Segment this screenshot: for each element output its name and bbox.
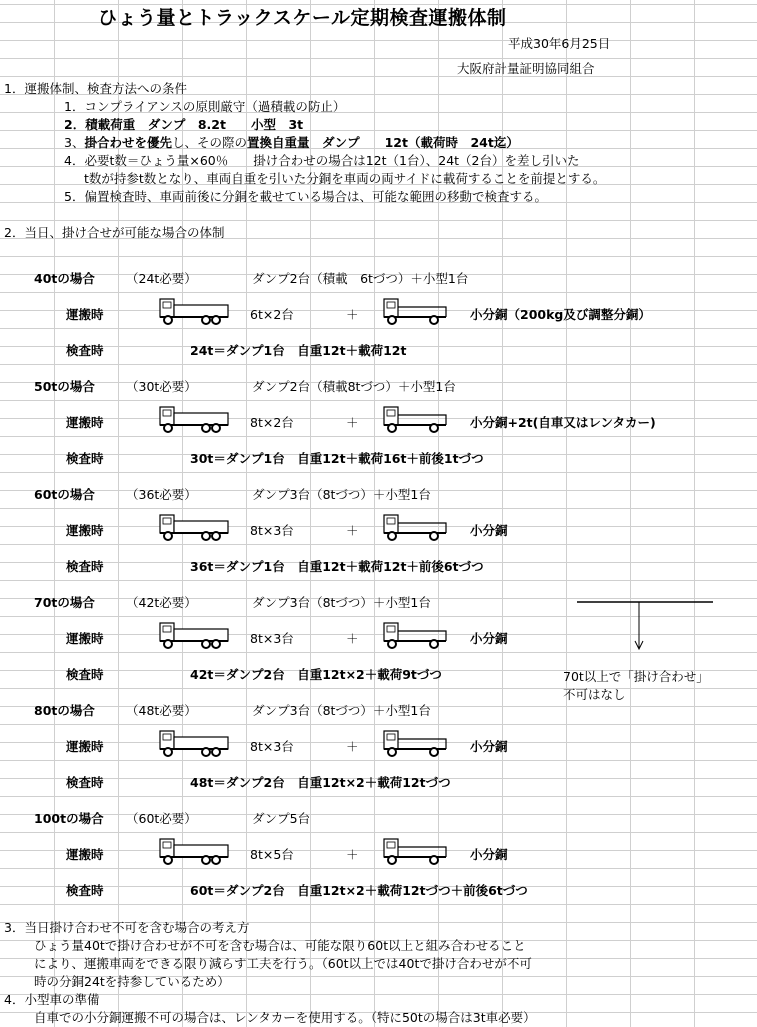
case-required: （24t必要） [126,271,197,286]
case-name: 100tの場合 [34,811,104,826]
case-name: 70tの場合 [34,595,95,610]
inspection-formula: 42t＝ダンプ2台 自重12t×2＋載荷9tづつ [190,667,442,682]
inspection-formula: 48t＝ダンプ2台 自重12t×2＋載荷12tづつ [190,775,451,790]
section3-heading: 3．当日掛け合わせ不可を含む場合の考え方 [4,920,250,935]
small-weights: 小分銅 [470,523,508,538]
inspection-formula: 60t＝ダンプ2台 自重12t×2＋載荷12tづつ＋前後6tづつ [190,883,528,898]
date-text: 平成30年6月25日 [508,36,611,51]
case-required: （48t必要） [126,703,197,718]
truck-multiplier: 8t×5台 [250,847,294,862]
section2-heading: 2．当日、掛け合せが可能な場合の体制 [4,225,225,240]
transport-label: 運搬時 [66,739,104,754]
dump-truck-icon [158,293,232,327]
section1-item-4-cont: t数が持参t数となり、車両自重を引いた分銅を車両の両サイドに載荷することを前提とする。 [84,171,606,186]
organization-name: 大阪府計量証明協同組合 [457,61,595,76]
small-truck-icon [380,509,454,543]
case-required: （42t必要） [126,595,197,610]
transport-label: 運搬時 [66,523,104,538]
section4-heading: 4．小型車の準備 [4,992,100,1007]
plus-sign: ＋ [346,739,359,754]
small-weights: 小分銅（200kg及び調整分銅） [470,307,651,322]
section3-line1: ひょう量40tで掛け合わせが不可を含む場合は、可能な限り60t以上と組み合わせること [34,938,526,953]
inspection-label: 検査時 [66,451,104,466]
truck-multiplier: 8t×2台 [250,415,294,430]
note-line2: 不可はなし [563,687,626,702]
truck-multiplier: 8t×3台 [250,739,294,754]
section1-item-3-weight: 置換自重量 ダンプ 12t（載荷時 24t迄） [246,135,519,150]
plus-sign: ＋ [346,523,359,538]
small-truck-icon [380,833,454,867]
note-arrow [575,597,715,657]
case-fleet: ダンプ3台（8tづつ）＋小型1台 [252,703,431,718]
case-fleet: ダンプ3台（8tづつ）＋小型1台 [252,487,431,502]
truck-multiplier: 6t×2台 [250,307,294,322]
case-name: 50tの場合 [34,379,95,394]
case-name: 40tの場合 [34,271,95,286]
transport-label: 運搬時 [66,631,104,646]
dump-truck-icon [158,725,232,759]
small-weights: 小分銅 [470,739,508,754]
inspection-label: 検査時 [66,559,104,574]
section1-item-5: 5．偏置検査時、車両前後に分銅を載せている場合は、可能な範囲の移動で検査する。 [64,189,547,204]
plus-sign: ＋ [346,307,359,322]
case-fleet: ダンプ3台（8tづつ）＋小型1台 [252,595,431,610]
dump-truck-icon [158,617,232,651]
dump-truck-icon [158,509,232,543]
truck-multiplier: 8t×3台 [250,523,294,538]
section3-line3: 時の分銅24tを持参しているため） [34,974,230,989]
section1-item-3-priority: 掛合わせを優先 [84,135,172,150]
case-required: （60t必要） [126,811,197,826]
small-truck-icon [380,617,454,651]
inspection-formula: 24t＝ダンプ1台 自重12t＋載荷12t [190,343,407,358]
dump-truck-icon [158,401,232,435]
case-fleet: ダンプ2台（積載8tづつ）＋小型1台 [252,379,456,394]
small-weights: 小分銅 [470,631,508,646]
section1-item-3-number: 3、 [64,135,85,150]
section1-item-3 [64,137,519,150]
inspection-label: 検査時 [66,883,104,898]
small-weights: 小分銅+2t(自車又はレンタカー) [470,415,656,430]
truck-multiplier: 8t×3台 [250,631,294,646]
case-fleet: ダンプ5台 [252,811,311,826]
transport-label: 運搬時 [66,415,104,430]
dump-truck-icon [158,833,232,867]
transport-label: 運搬時 [66,847,104,862]
case-name: 80tの場合 [34,703,95,718]
small-truck-icon [380,401,454,435]
section1-item-3-middle: し、その際の [171,135,247,150]
section3-line2: により、運搬車両をできる限り減らす工夫を行う。（60t以上では40tで掛け合わせが不可 [34,956,532,971]
inspection-formula: 30t＝ダンプ1台 自重12t＋載荷16t＋前後1tづつ [190,451,484,466]
inspection-formula: 36t＝ダンプ1台 自重12t＋載荷12t＋前後6tづつ [190,559,484,574]
inspection-label: 検査時 [66,775,104,790]
section1-heading: 1．運搬体制、検査方法への条件 [4,81,187,96]
section1-item-1: 1．コンプライアンスの原則厳守（過積載の防止） [64,99,346,114]
note-line1: 70t以上で「掛け合わせ」 [563,669,709,684]
case-name: 60tの場合 [34,487,95,502]
plus-sign: ＋ [346,847,359,862]
plus-sign: ＋ [346,631,359,646]
case-required: （30t必要） [126,379,197,394]
small-truck-icon [380,725,454,759]
section1-item-2: 2．積載荷重 ダンプ 8.2t 小型 3t [64,117,304,132]
small-weights: 小分銅 [470,847,508,862]
transport-label: 運搬時 [66,307,104,322]
inspection-label: 検査時 [66,667,104,682]
case-fleet: ダンプ2台（積載 6tづつ）＋小型1台 [252,271,469,286]
small-truck-icon [380,293,454,327]
plus-sign: ＋ [346,415,359,430]
section4-line: 自車での小分銅運搬不可の場合は、レンタカーを使用する。（特に50tの場合は3t車必要） [34,1010,536,1025]
section1-item-4: 4．必要t数＝ひょう量×60％ 掛け合わせの場合は12t（1台）、24t（2台）を差し引いた [64,153,580,168]
case-required: （36t必要） [126,487,197,502]
page-title: ひょう量とトラックスケール定期検査運搬体制 [98,7,507,29]
inspection-label: 検査時 [66,343,104,358]
